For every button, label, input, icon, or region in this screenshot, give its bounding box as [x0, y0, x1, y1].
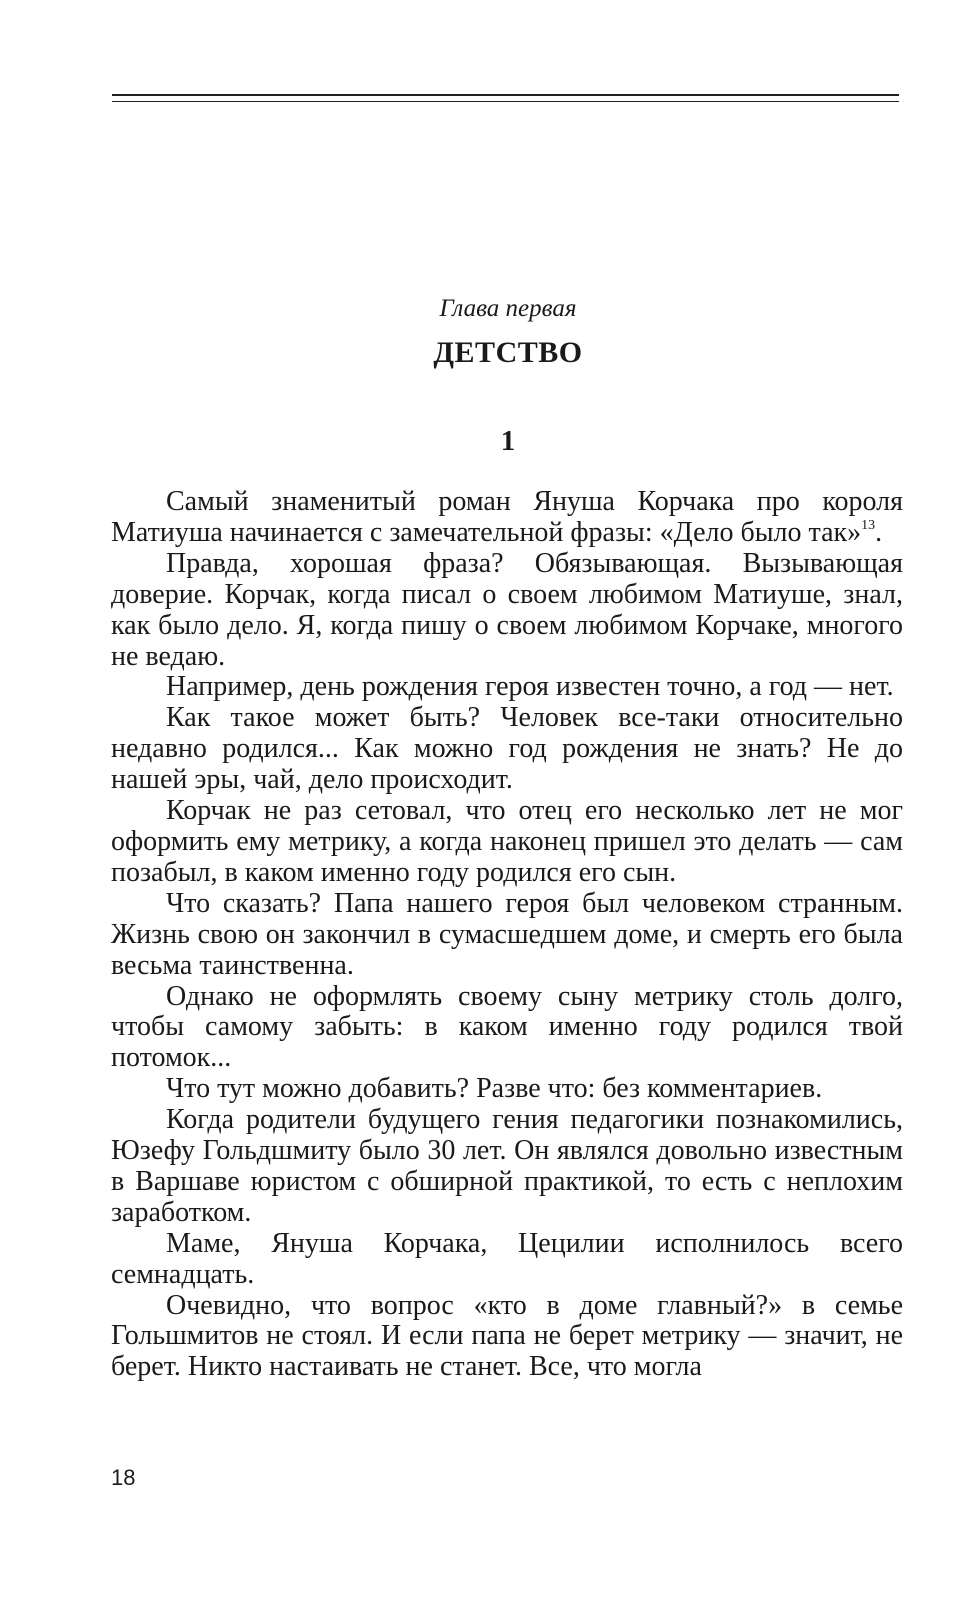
section-number: 1 [500, 425, 516, 457]
paragraph: Например, день рождения героя известен точно, а год — нет. [166, 671, 894, 703]
paragraph: Как такое может быть? Человек все-таки относительно недавно родился... Как можно год рождения не знать? Не до нашей эры, чай, дело происходит. [111, 702, 903, 796]
paragraph: Очевидно, что вопрос «кто в доме главный?» в семье Гольшмитов не стоял. И если папа не берет метрику — значит, не берет. Никто настаивать не станет. Все, что могла [111, 1289, 903, 1383]
chapter-title: ДЕТСТВО [433, 336, 583, 369]
paragraph: Корчак не раз сетовал, что отец его несколько лет не мог оформить ему метрику, а когда наконец пришел это делать — сам позабыл, в каком именно году родился его сын. [111, 795, 903, 888]
paragraph: Что сказать? Папа нашего героя был человеком странным. Жизнь свою он закончил в сумасшедшем доме, и смерть его была весьма таинственна. [111, 887, 903, 981]
header-rule-thick [112, 94, 899, 96]
paragraph-tail: . [875, 516, 883, 548]
chapter-label: Глава первая [439, 295, 577, 322]
header-rule-thin [112, 101, 899, 102]
paragraph: Что тут можно добавить? Разве что: без комментариев. [166, 1073, 823, 1105]
paragraph: Правда, хорошая фраза? Обязывающая. Вызывающая доверие. Корчак, когда писал о своем любимом Матиуше, знал, как было дело. Я, когда пишу о своем любимом Корчаке, многого не ведаю. [111, 547, 903, 672]
paragraph: Маме, Януша Корчака, Цецилии исполнилось всего семнадцать. [111, 1227, 903, 1290]
paragraph: Однако не оформлять своему сыну метрику столь долго, чтобы самому забыть: в каком именно году родился твой потомок... [111, 980, 903, 1074]
body-text [111, 487, 903, 1383]
footnote-reference[interactable]: 13 [861, 517, 876, 533]
page-number: 18 [111, 1465, 136, 1490]
paragraph: Когда родители будущего гения педагогики познакомились, Юзефу Гольдшмиту было 30 лет. Он являлся довольно известным в Варшаве юристом с обширной практикой, то есть с неплохим заработком. [111, 1104, 903, 1228]
paragraph [111, 487, 903, 549]
paragraph-text: Самый знаменитый роман Януша Корчака про короля Матиуша начинается с замечательной фразы: «Дело было так» [111, 486, 903, 548]
